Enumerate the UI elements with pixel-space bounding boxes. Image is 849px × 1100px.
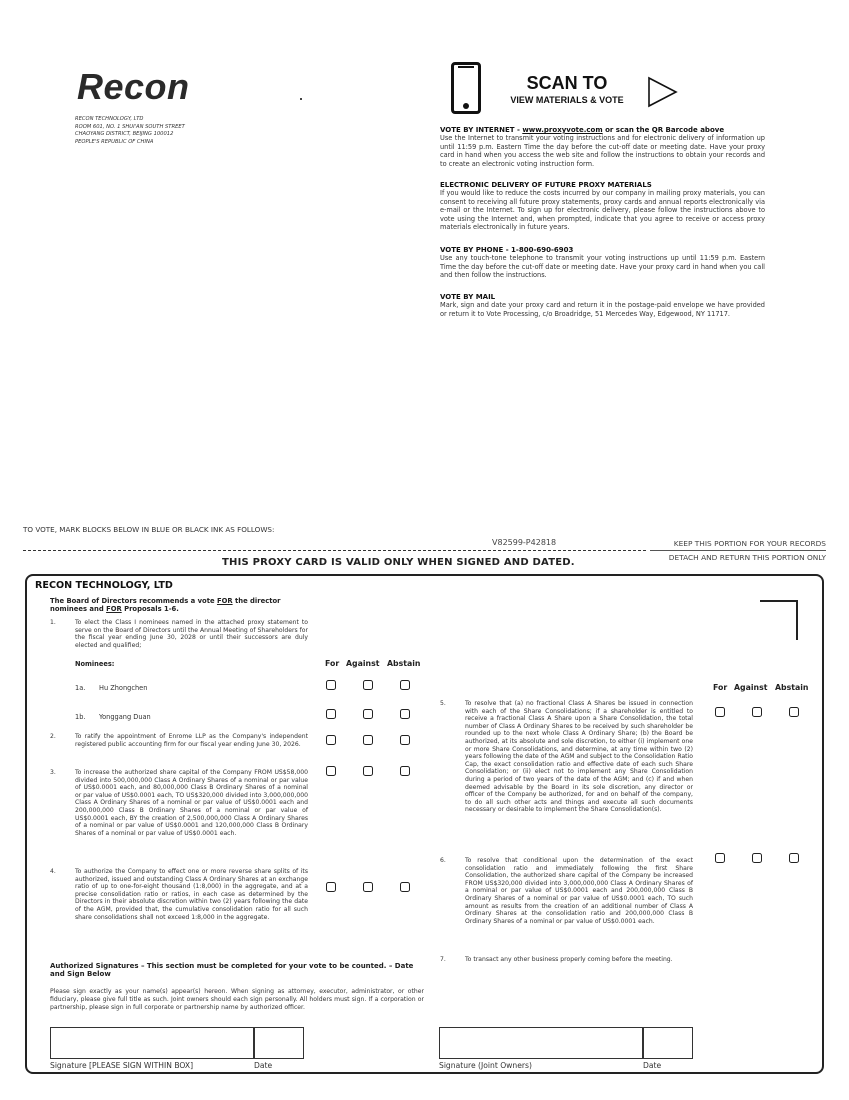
scan-subtitle: VIEW MATERIALS & VOTE bbox=[510, 95, 624, 105]
checkbox-1a-against[interactable] bbox=[363, 680, 373, 690]
detach-note: DETACH AND RETURN THIS PORTION ONLY bbox=[668, 553, 826, 562]
checkbox-2-abstain[interactable] bbox=[400, 735, 410, 745]
checkbox-2-for[interactable] bbox=[326, 735, 336, 745]
authorized-signatures-title: Authorized Signatures – This section must be completed for your vote to be counted. – Date and Sign Below bbox=[50, 962, 414, 979]
date-box[interactable] bbox=[254, 1027, 304, 1059]
col-for-right: For bbox=[713, 683, 728, 692]
nominee-1a-name: Hu Zhongchen bbox=[99, 684, 148, 692]
col-for-left: For bbox=[325, 659, 340, 668]
electronic-delivery-section: ELECTRONIC DELIVERY OF FUTURE PROXY MATERIALS If you would like to reduce the costs incurred by our company in mailing proxy materials, you can consent to receiving all future proxy statements, proxy cards and annual reports electronically via e-mail or the Internet. To sign up for electronic delivery, please follow the instructions above to vote using the Internet and, when prompted, indicate that you agree to receive or access proxy materials electronically in future years. bbox=[440, 181, 765, 232]
checkbox-1b-abstain[interactable] bbox=[400, 709, 410, 719]
checkbox-1b-for[interactable] bbox=[326, 709, 336, 719]
valid-notice: THIS PROXY CARD IS VALID ONLY WHEN SIGNED AND DATED. bbox=[222, 557, 575, 568]
checkbox-6-for[interactable] bbox=[715, 853, 725, 863]
col-against-left: Against bbox=[346, 659, 380, 668]
signature-box[interactable] bbox=[50, 1027, 254, 1059]
col-abstain-right: Abstain bbox=[775, 683, 809, 692]
joint-signature-label: Signature (Joint Owners) bbox=[439, 1061, 532, 1070]
proposal-6-text: To resolve that conditional upon the determination of the exact consolidation ratio and immediately following the first Share Consolidation, the authorized share capital of the Company be increased FROM US$320,000 divided into 3,000,000,000 Class A Ordinary Shares of a nominal or par value of US$0.0001 each and 200,000,000 Class B Ordinary Shares of a nominal or par value of US$0.0001 each, TO such amount as results from the creation of an additional number of Class A Ordinary Shares at the consolidation ratio and 200,000,000 Class B Ordinary Shares of a nominal or par value of US$0.0001 each. bbox=[465, 857, 693, 925]
signing-instructions: Please sign exactly as your name(s) appear(s) hereon. When signing as attorney, executor, administrator, or other fiduciary, please give full title as such. Joint owners should each sign personally. All holders must sign. If a corporation or partnership, please sign in full corporate or partnership name by authorized officer. bbox=[50, 988, 424, 1011]
stray-dot bbox=[300, 98, 302, 100]
detach-line-right bbox=[650, 550, 826, 551]
checkbox-4-for[interactable] bbox=[326, 882, 336, 892]
company-address: RECON TECHNOLOGY, LTD ROOM 601, NO. 1 SHUI'AN SOUTH STREET CHAOYANG DISTRICT, BEIJING 100012 PEOPLE'S REPUBLIC OF CHINA bbox=[75, 116, 185, 145]
detach-line bbox=[23, 550, 646, 551]
vote-by-mail-section: VOTE BY MAIL Mark, sign and date your proxy card and return it in the postage-paid envelope we have provided or return it to Vote Processing, c/o Broadridge, 51 Mercedes Way, Edgewood, NY 11717. bbox=[440, 293, 765, 318]
keep-portion-note: KEEP THIS PORTION FOR YOUR RECORDS bbox=[673, 539, 826, 548]
joint-signature-box[interactable] bbox=[439, 1027, 643, 1059]
smartphone-icon bbox=[451, 62, 481, 114]
checkbox-1a-abstain[interactable] bbox=[400, 680, 410, 690]
scan-title: SCAN TO bbox=[526, 73, 608, 93]
checkbox-1b-against[interactable] bbox=[363, 709, 373, 719]
proposal-5-text: To resolve that (a) no fractional Class A Shares be issued in connection with each of the Share Consolidations; if a shareholder is entitled to receive a fractional Class A Share upon a Share Consolidation, the total number of Class A Ordinary Shares to be received by such shareholder be rounded up to the next whole Class A Ordinary Share; (b) the Board be authorized, at its absolute and sole discretion, to either (i) implement one or more Share Consolidations, and determine, at any time within two (2) years following the date of the AGM and subject to the Consolidation Ratio Cap, the exact consolidation ratio and effective date of each such Share Consolidation; or (ii) elect not to implement any Share Consolidation during a period of two years of the date of the AGM; and (c) if and when deemed advisable by the Board in its sole discretion, any director or officer of the Company be authorized, for and on behalf of the company, to do all such other acts and things and execute all such documents necessary or desirable to implement the Share Consolidation(s). bbox=[465, 700, 693, 814]
signature-label: Signature [PLEASE SIGN WITHIN BOX] bbox=[50, 1061, 194, 1070]
checkbox-1a-for[interactable] bbox=[326, 680, 336, 690]
card-company-title: RECON TECHNOLOGY, LTD bbox=[35, 580, 173, 591]
checkbox-5-for[interactable] bbox=[715, 707, 725, 717]
checkbox-5-against[interactable] bbox=[752, 707, 762, 717]
vote-by-phone-section: VOTE BY PHONE - 1-800-690-6903 Use any touch-tone telephone to transmit your voting instructions up until 11:59 p.m. Eastern Time the day before the cut-off date or meeting date. Have your proxy card in hand when you call and then follow the instructions. bbox=[440, 246, 765, 280]
proposal-1-text: To elect the Class I nominees named in the attached proxy statement to serve on the Board of Directors until the Annual Meeting of Shareholders for the fiscal year ending June 30, 2028 or until their successors are duly elected and qualified; bbox=[75, 619, 308, 649]
proposal-7-text: To transact any other business properly coming before the meeting. bbox=[465, 956, 673, 963]
proposal-2-text: To ratify the appointment of Enrome LLP as the Company's independent registered public accounting firm for our fiscal year ending June 30, 2026. bbox=[75, 733, 308, 748]
joint-date-label: Date bbox=[643, 1061, 662, 1070]
play-arrow-icon bbox=[646, 76, 678, 108]
control-number: V82599-P42818 bbox=[492, 538, 557, 547]
checkbox-3-abstain[interactable] bbox=[400, 766, 410, 776]
checkbox-3-for[interactable] bbox=[326, 766, 336, 776]
proposal-4-text: To authorize the Company to effect one or more reverse share splits of its authorized, issued and outstanding Class A Ordinary Shares at an exchange ratio of up to one-for-eight thousand (1:8,000) in the aggregate, and at a precise consolidation ratio or ratios, in each case as determined by the Directors in their absolute discretion within two (2) years following the date of the AGM, provided that, the cumulative consolidation ratio for all such share consolidations shall not exceed 1:8,000 in the aggregate. bbox=[75, 868, 308, 921]
joint-date-box[interactable] bbox=[643, 1027, 693, 1059]
col-against-right: Against bbox=[734, 683, 768, 692]
checkbox-3-against[interactable] bbox=[363, 766, 373, 776]
nominee-1b-name: Yonggang Duan bbox=[99, 713, 151, 721]
board-recommendation: The Board of Directors recommends a vote FOR the director nominees and FOR Proposals 1-6. bbox=[50, 597, 281, 614]
date-label: Date bbox=[254, 1061, 273, 1070]
checkbox-4-abstain[interactable] bbox=[400, 882, 410, 892]
nominees-label: Nominees: bbox=[75, 660, 115, 668]
proposal-3-text: To increase the authorized share capital of the Company FROM US$58,000 divided into 500,000,000 Class A Ordinary Shares of a nominal or par value of US$0.0001 each, and 80,000,000 Class B Ordinary Shares of a nominal or par value of US$0.0001 each, TO US$320,000 divided into 3,000,000,000 Class A Ordinary Shares of a nominal or par value of US$0.0001 each and 200,000,000 Class B Ordinary Shares of a nominal or par value of US$0.0001 each, BY the creation of 2,500,000,000 Class A Ordinary Shares of a nominal or par value of US$0.0001 and 120,000,000 Class B Ordinary Shares of a nominal or par value of US$0.0001 each. bbox=[75, 769, 308, 837]
checkbox-2-against[interactable] bbox=[363, 735, 373, 745]
vote-by-internet-section: VOTE BY INTERNET - www.proxyvote.com or scan the QR Barcode above Use the Internet to transmit your voting instructions and for electronic delivery of information up until 11:59 p.m. Eastern Time the day before the cut-off date or meeting date. Have your proxy card in hand when you access the web site and follow the instructions to obtain your records and to create an electronic voting instruction form. bbox=[440, 126, 765, 168]
to-vote-instruction: TO VOTE, MARK BLOCKS BELOW IN BLUE OR BLACK INK AS FOLLOWS: bbox=[23, 525, 275, 534]
checkbox-6-abstain[interactable] bbox=[789, 853, 799, 863]
checkbox-6-against[interactable] bbox=[752, 853, 762, 863]
corner-mark bbox=[760, 600, 798, 640]
company-logo: Recon bbox=[77, 66, 190, 107]
checkbox-4-against[interactable] bbox=[363, 882, 373, 892]
checkbox-5-abstain[interactable] bbox=[789, 707, 799, 717]
proxyvote-link[interactable]: www.proxyvote.com bbox=[522, 126, 603, 134]
col-abstain-left: Abstain bbox=[387, 659, 421, 668]
